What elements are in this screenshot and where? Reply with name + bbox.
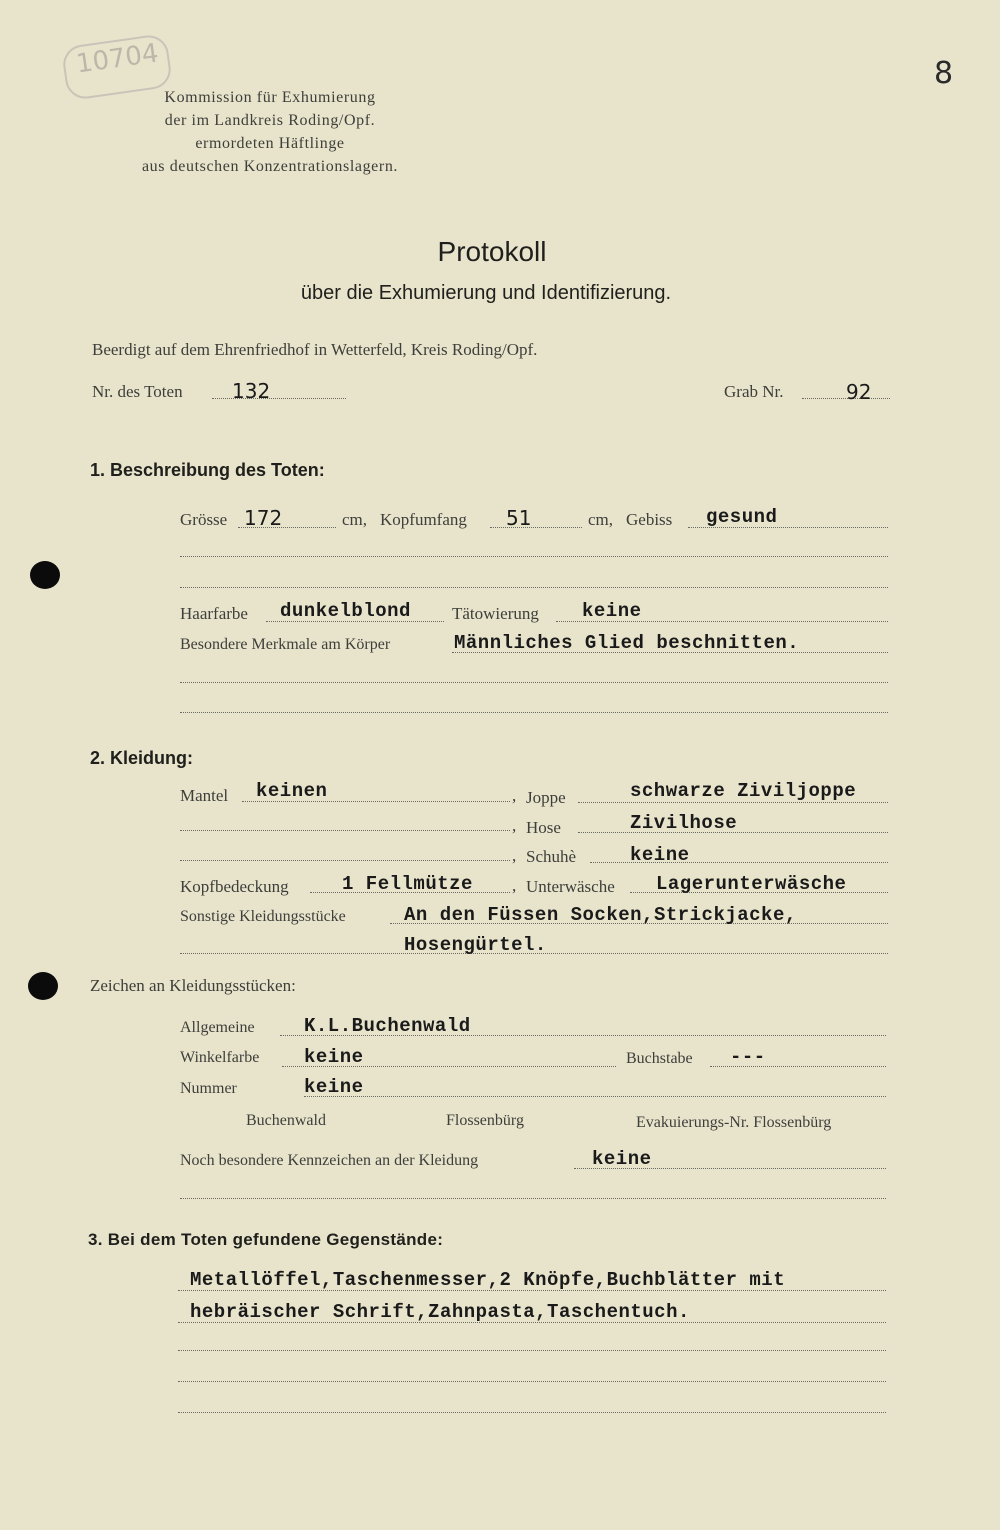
- taetowierung-label: Tätowierung: [452, 604, 539, 623]
- comma-3: ,: [512, 846, 517, 865]
- noch-label: Noch besondere Kennzeichen an der Kleidung: [180, 1152, 479, 1169]
- hose-left-line: [180, 830, 510, 831]
- joppe-label: Joppe: [526, 788, 566, 807]
- cm-label-1: cm,: [342, 510, 368, 529]
- sonstige-value-1: An den Füssen Socken,Strickjacke,: [404, 904, 797, 926]
- kopfumfang-value: 51: [506, 506, 532, 530]
- nummer-line: [304, 1096, 886, 1097]
- blank-line-2: [180, 587, 888, 588]
- burial-line: Beerdigt auf dem Ehrenfriedhof in Wetterfeld, Kreis Roding/Opf.: [92, 340, 538, 359]
- page-subtitle: über die Exhumierung und Identifizierung.: [300, 282, 672, 304]
- kopfumfang-line: [490, 527, 582, 528]
- nummer-label: Nummer: [180, 1080, 237, 1097]
- winkelfarbe-value: keine: [304, 1046, 364, 1068]
- kopfbedeckung-label: Kopfbedeckung: [180, 877, 289, 896]
- dead-no-label: Nr. des Toten: [92, 382, 183, 401]
- commission-line-2: der im Landkreis Roding/Opf.: [164, 112, 376, 129]
- winkelfarbe-label: Winkelfarbe: [180, 1049, 260, 1066]
- groesse-label: Grösse: [180, 510, 228, 529]
- commission-line-3: ermordeten Häftlinge: [195, 135, 345, 152]
- blank-line-5: [180, 1198, 886, 1199]
- buchstabe-value: ---: [730, 1046, 766, 1068]
- commission-line-1: Kommission für Exhumierung: [164, 89, 376, 106]
- items-value-2: hebräischer Schrift,Zahnpasta,Taschentuch.: [190, 1301, 690, 1323]
- comma-4: ,: [512, 876, 517, 895]
- items-line-4: [178, 1381, 886, 1382]
- section1-heading: 1. Beschreibung des Toten:: [90, 460, 325, 480]
- punch-hole-bottom: [28, 972, 58, 1000]
- noch-value: keine: [592, 1148, 652, 1170]
- comma-1: ,: [512, 786, 517, 805]
- grave-no-label: Grab Nr.: [724, 382, 784, 401]
- items-value-1: Metallöffel,Taschenmesser,2 Knöpfe,Buchblätter mit: [190, 1269, 786, 1291]
- mantel-label: Mantel: [180, 786, 229, 805]
- hose-label: Hose: [526, 818, 561, 837]
- zeichen-heading: Zeichen an Kleidungsstücken:: [90, 976, 296, 995]
- sonstige-label: Sonstige Kleidungsstücke: [180, 908, 346, 925]
- schuhe-label: Schuhè: [526, 847, 577, 866]
- page-number: 8: [934, 56, 954, 91]
- schuhe-value: keine: [630, 844, 690, 866]
- gebiss-value: gesund: [706, 506, 778, 528]
- col-evakuierung: Evakuierungs-Nr. Flossenbürg: [636, 1114, 832, 1131]
- punch-hole-top: [30, 561, 60, 589]
- taetowierung-value: keine: [582, 600, 642, 622]
- groesse-value: 172: [244, 506, 283, 530]
- buchstabe-label: Buchstabe: [626, 1050, 693, 1067]
- unterwaesche-label: Unterwäsche: [526, 877, 615, 896]
- joppe-line: [578, 802, 888, 803]
- cm-label-2: cm,: [588, 510, 614, 529]
- comma-2: ,: [512, 816, 517, 835]
- sonstige-value-2: Hosengürtel.: [404, 934, 547, 956]
- section3-heading: 3. Bei dem Toten gefundene Gegenstände:: [88, 1230, 444, 1249]
- allgemeine-value: K.L.Buchenwald: [304, 1015, 471, 1037]
- items-line-3: [178, 1350, 886, 1351]
- mantel-value: keinen: [256, 780, 328, 802]
- haarfarbe-value: dunkelblond: [280, 600, 411, 622]
- grave-no-value: 92: [846, 380, 872, 404]
- archive-stamp-number: 10704: [74, 38, 161, 80]
- dead-no-value: 132: [232, 379, 271, 403]
- section2-heading: 2. Kleidung:: [90, 748, 193, 768]
- kopfumfang-label: Kopfumfang: [380, 510, 467, 529]
- page-title: Protokoll: [437, 236, 547, 267]
- col-flossenbuerg: Flossenbürg: [446, 1112, 524, 1129]
- items-line-5: [178, 1412, 886, 1413]
- merkmale-value: Männliches Glied beschnitten.: [454, 632, 800, 654]
- blank-line-1: [180, 556, 888, 557]
- allgemeine-label: Allgemeine: [180, 1019, 255, 1036]
- haarfarbe-label: Haarfarbe: [180, 604, 248, 623]
- commission-line-4: aus deutschen Konzentrationslagern.: [141, 158, 399, 175]
- col-buchenwald: Buchenwald: [246, 1112, 326, 1129]
- blank-line-3: [180, 682, 888, 683]
- merkmale-label: Besondere Merkmale am Körper: [180, 636, 391, 653]
- blank-line-4: [180, 712, 888, 713]
- gebiss-label: Gebiss: [626, 510, 673, 529]
- schuhe-left-line: [180, 860, 510, 861]
- hose-value: Zivilhose: [630, 812, 738, 834]
- kopfbedeckung-value: 1 Fellmütze: [342, 873, 473, 895]
- commission-header: [110, 86, 430, 178]
- joppe-value: schwarze Ziviljoppe: [630, 780, 857, 802]
- unterwaesche-value: Lagerunterwäsche: [656, 873, 847, 895]
- nummer-value: keine: [304, 1076, 364, 1098]
